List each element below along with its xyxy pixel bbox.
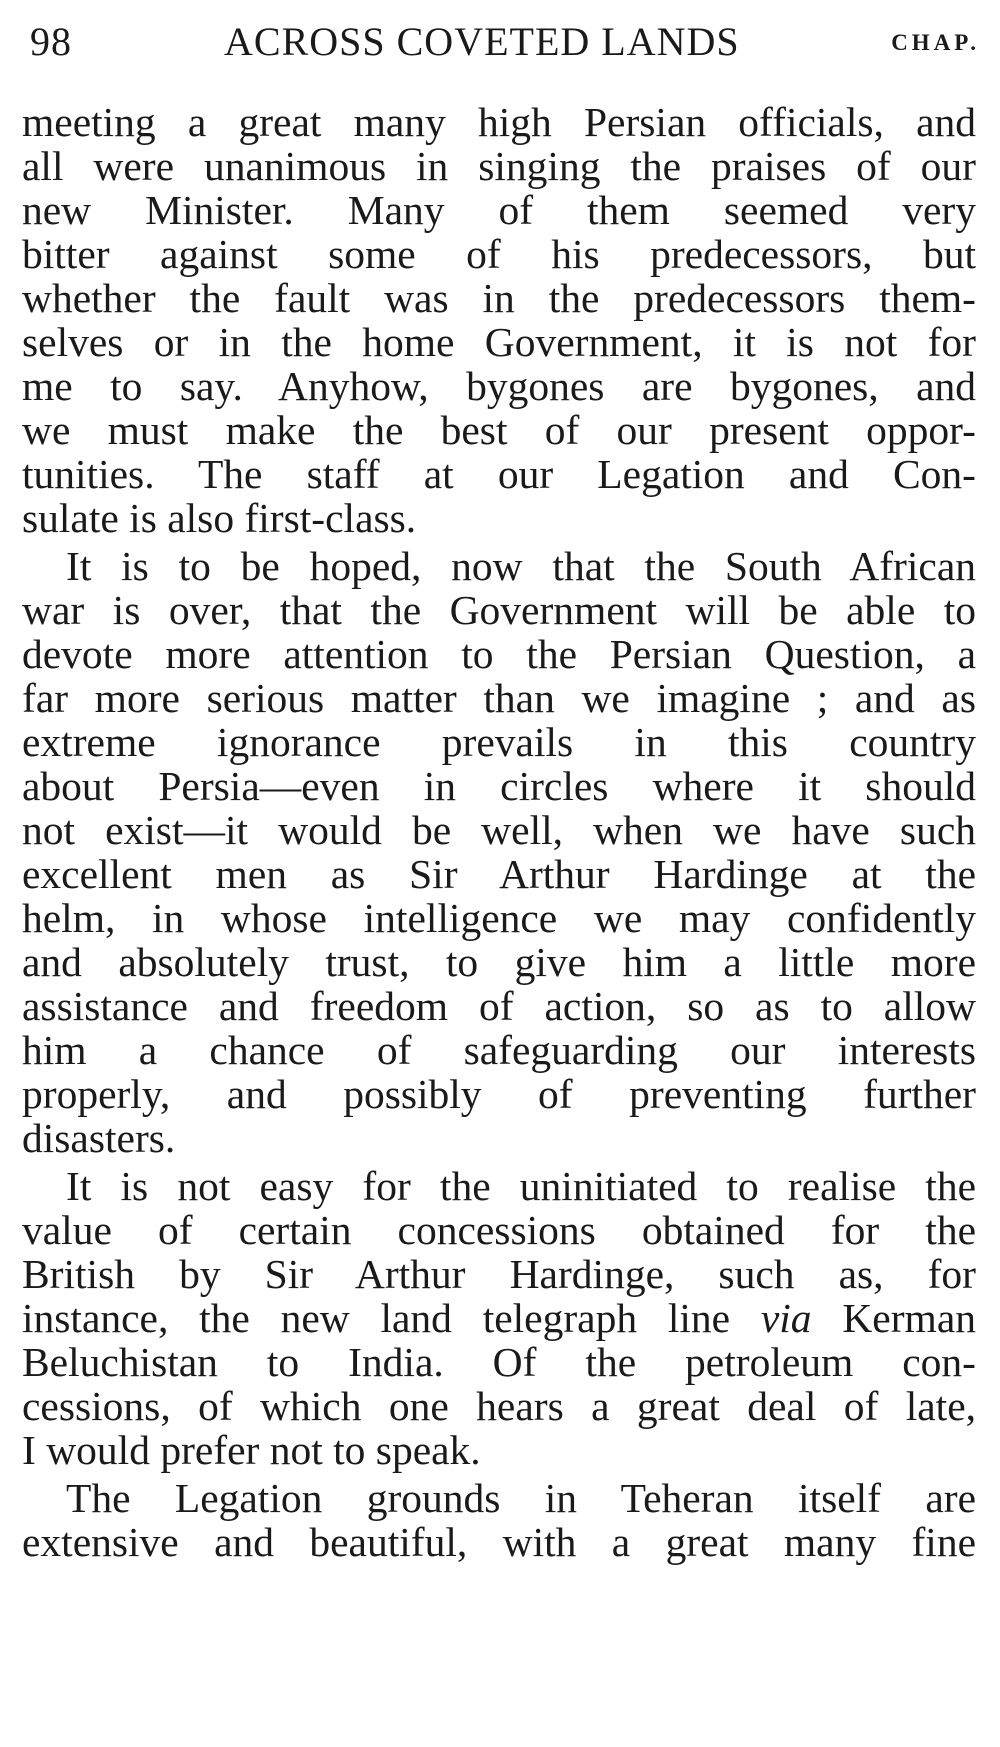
text-line: It is not easy for the uninitiated to realise the xyxy=(66,1163,976,1209)
text-line: British by Sir Arthur Hardinge, such as, for xyxy=(22,1251,976,1297)
text-line: disasters. xyxy=(22,1115,176,1161)
text-line: him a chance of safeguarding our interests xyxy=(22,1027,976,1073)
text-line: value of certain concessions obtained for the xyxy=(22,1207,976,1253)
paragraph xyxy=(22,100,976,540)
text-line: I would prefer not to speak. xyxy=(22,1427,481,1473)
text-line: devote more attention to the Persian Question, a xyxy=(22,631,976,677)
text-line: extreme ignorance prevails in this country xyxy=(22,719,976,765)
text-line: properly, and possibly of preventing further xyxy=(22,1071,976,1117)
text-line: tunities. The staff at our Legation and Con- xyxy=(22,451,976,497)
paragraph xyxy=(22,1476,976,1564)
text-line: meeting a great many high Persian officials, and xyxy=(22,99,976,145)
text-line: assistance and freedom of action, so as to allow xyxy=(22,983,976,1029)
text-line: and absolutely trust, to give him a little more xyxy=(22,939,976,985)
running-head xyxy=(28,18,980,78)
text-line: selves or in the home Government, it is not for xyxy=(22,319,976,365)
paragraph xyxy=(22,544,976,1160)
text-line: helm, in whose intelligence we may confidently xyxy=(22,895,976,941)
text-line: not exist—it would be well, when we have such xyxy=(22,807,976,853)
text-line: The Legation grounds in Teheran itself are xyxy=(66,1475,976,1521)
text-line: instance, the new land telegraph line via Kerman xyxy=(22,1295,976,1341)
text-line: war is over, that the Government will be able to xyxy=(22,587,976,633)
text-line: me to say. Anyhow, bygones are bygones, and xyxy=(22,363,976,409)
italic-word: via xyxy=(760,1295,812,1341)
text-line: It is to be hoped, now that the South African xyxy=(66,543,976,589)
text-line: we must make the best of our present oppor- xyxy=(22,407,976,453)
text-line: new Minister. Many of them seemed very xyxy=(22,187,976,233)
paragraph xyxy=(22,1164,976,1472)
book-title: ACROSS COVETED LANDS xyxy=(224,19,740,64)
text-line: excellent men as Sir Arthur Hardinge at the xyxy=(22,851,976,897)
chapter-abbreviation: CHAP. xyxy=(891,30,980,55)
body-text xyxy=(22,100,976,1564)
text-line: cessions, of which one hears a great deal of late, xyxy=(22,1383,976,1429)
text-line: sulate is also first-class. xyxy=(22,495,417,541)
text-line: far more serious matter than we imagine ; and as xyxy=(22,675,976,721)
text-line: whether the fault was in the predecessors them- xyxy=(22,275,976,321)
text-line: about Persia—even in circles where it should xyxy=(22,763,976,809)
text-line: all were unanimous in singing the praises of our xyxy=(22,143,976,189)
text-line: Beluchistan to India. Of the petroleum con- xyxy=(22,1339,976,1385)
text-line: extensive and beautiful, with a great many fine xyxy=(22,1519,976,1565)
page-number: 98 xyxy=(30,19,72,64)
text-line: bitter against some of his predecessors, but xyxy=(22,231,976,277)
